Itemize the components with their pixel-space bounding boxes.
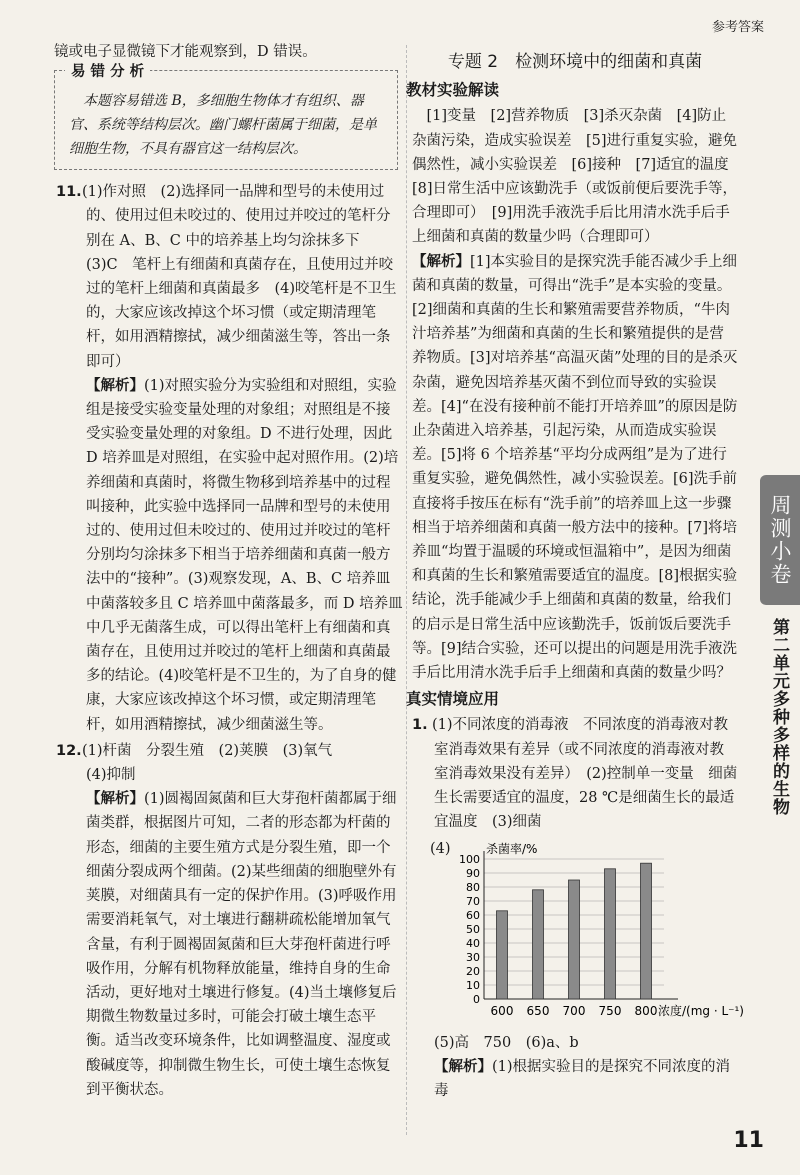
y-axis-label: 杀菌率/% [486,841,538,856]
bar-650 [533,889,544,998]
real-question-1-answer: (1)不同浓度的消毒液 不同浓度的消毒液对教室消毒效果有差异（或不同浓度的消毒液对教室消毒效果没有差异） (2)控制单一变量 细菌生长需要适宜的温度，28 ℃是细菌生长的最适宜温度 (3)细菌 [432,717,738,831]
error-analysis-box [54,64,398,170]
y-tick-label: 70 [466,894,480,908]
x-tick-label: 750 [598,1003,622,1018]
question-11-explanation: (1)对照实验分为实验组和对照组，实验组是接受实验变量处理的对象组；对照组是不接受实验变量处理的对象组。D 不进行处理，因此 D 培养皿是对照组，在实验中起对照作用。(2)培养细菌和真菌时，将微生物移到培养基中的过程叫接种，此实验中选择同一品牌和型号的未使用过的、使用过但未咬过的、使用过并咬过的笔杆分别均匀涂抹多下相当于培养细菌和真菌一般方法中的“接种”。(3)观察发现，A、B、C 培养皿中菌落较多且 C 培养皿中菌落最多，而 D 培养皿中几乎无菌落生成，可以得出笔杆上有细菌和真菌存在，且使用过并咬过的笔杆上细菌和真菌最多的结论。(4)咬笔杆是不卫生的，为了自身的健康，大家应该改掉这个坏习惯，或定期清理笔杆，如用酒精擦拭，减少细菌滋生等。 [86,377,403,733]
y-tick-label: 40 [466,936,480,950]
y-tick-label: 80 [466,880,480,894]
y-tick-label: 30 [466,950,480,964]
error-analysis-title: 易 错 分 析 [65,60,150,84]
unit-label: 第二单元 [769,618,789,690]
x-axis-label: 浓度/(mg · L⁻¹) [658,1003,744,1018]
real-question-1-explanation: (1)根据实验目的是探究不同浓度的消毒 [434,1058,731,1099]
question-11-number: 11. [56,184,82,201]
real-question-1-explanation-tag: 【解析】 [434,1058,492,1075]
x-tick-label: 700 [562,1003,586,1018]
bar-600 [497,910,508,998]
x-tick-label: 800 [634,1003,658,1018]
sterilization-chart [430,839,744,1029]
y-tick-label: 0 [473,992,480,1006]
y-tick-label: 60 [466,908,480,922]
textbook-answers: [1]变量 [2]营养物质 [3]杀灭杂菌 [4]防止杂菌污染，造成实验误差 [5]进行重复实验，避免偶然性，减小实验误差 [6]接种 [7]适宜的温度 [8]日常生活中应该勤洗手（或饭前便后要洗手等，合理即可） [9]用洗手液洗手后比用清水洗手后手上细菌和真菌的数量少吗（合理即可） [412,108,744,246]
answer-header-tag: 参考答案 [711,20,764,35]
bar-750 [605,868,616,998]
left-column [54,40,404,1102]
y-tick-label: 20 [466,964,480,978]
y-tick-label: 100 [459,852,480,866]
y-tick-label: 50 [466,922,480,936]
page-number: 11 [733,1128,764,1153]
real-question-1 [412,713,744,1103]
error-analysis-text: 本题容易错选 B，多细胞生物体才有组织、器官、系统等结构层次。幽门螺杆菌属于细菌，是单细胞生物，不具有器官这一结构层次。 [69,93,377,158]
question-12-answer-2: (4)抑制 [86,767,136,784]
real-question-1-number: 1. [412,717,428,734]
weekly-test-tab: 周测小卷 [760,475,800,605]
topic-title: 专题 2 检测环境中的细菌和真菌 [447,52,703,72]
bar-chart-svg [434,839,754,1029]
x-tick-label: 650 [526,1003,550,1018]
question-11-explanation-tag: 【解析】 [86,377,144,394]
column-divider [406,45,407,1135]
question-12-explanation-tag: 【解析】 [86,791,144,808]
question-12 [54,739,404,1102]
question-12-explanation: (1)圆褐固氮菌和巨大芽孢杆菌都属于细菌类群，根据图片可知，二者的形态都为杆菌的形态，细菌的主要生殖方式是分裂生殖，即一个细菌分裂成两个细菌。(2)某些细菌的细胞壁外有荚膜，对细菌具有一定的保护作用。(3)呼吸作用需要消耗氧气，对土壤进行翻耕疏松能增加氧气含量，有利于圆褐固氮菌和巨大芽孢杆菌进行呼吸作用，分解有机物释放能量，维持自身的生命活动，更好地对土壤进行修复。(4)当土壤修复后期微生物数量过多时，可能会打破土壤生态平衡。适当改变环境条件，比如调整温度、湿度或酸碱度等，抑制微生物生长，可使土壤生态恢复到平衡状态。 [86,791,397,1098]
question-11-answer-2: (3)C 笔杆上有细菌和真菌存在，且使用过并咬过的笔杆上细菌和真菌最多 (4)咬笔杆是不卫生的，大家应该改掉这个坏习惯（或定期清理笔杆，如用酒精擦拭，减少细菌滋生等，答出一条即可） [86,256,397,370]
x-tick-label: 600 [490,1003,514,1018]
question-11 [54,180,404,737]
chart-question-label: (4) [430,840,451,857]
real-question-1-answer-5-6: (5)高 750 (6)a、b [434,1034,579,1051]
bar-700 [569,880,580,999]
section-title-real-context: 真实情境应用 [406,690,500,709]
y-tick-label: 10 [466,978,480,992]
bar-800 [641,863,652,999]
textbook-explanation-tag: 【解析】 [412,253,470,270]
section-title-textbook-experiment: 教材实验解读 [406,81,500,100]
unit-subject-label: 多种多样的生物 [769,690,789,816]
left-continued-text: 镜或电子显微镜下才能观察到，D 错误。 [54,44,317,60]
question-12-number: 12. [56,742,82,759]
textbook-explanation: [1]本实验目的是探究洗手能否减少手上细菌和真菌的数量，可得出“洗手”是本实验的变量。[2]细菌和真菌的生长和繁殖需要营养物质，“牛肉汁培养基”为细菌和真菌的生长和繁殖提供的是营养物质。[3]对培养基“高温灭菌”处理的目的是杀灭杂菌，避免因培养基灭菌不到位而导致的实验误差。[4]“在没有接种前不能打开培养皿”的原因是防止杂菌进入培养基，引起污染，从而造成实验误差。[5]将 6 个培养基“平均分成两组”是为了进行重复实验，避免偶然性，减小实验误差。[6]洗手前直接将手按压在标有“洗手前”的培养皿上这一步骤相当于培养细菌和真菌一般方法中的接种。[7]将培养皿“均置于温暖的环境或恒温箱中”，是因为细菌和真菌的生长和繁殖需要适宜的温度。[8]根据实验结论，洗手能减少手上细菌和真菌的数量，给我们的启示是日常生活中应该勤洗手，饭前饭后要洗手等。[9]结合实验，还可以提出的问题是用洗手液洗手后比用清水洗手后手上细菌和真菌的数量少吗？ [412,253,738,682]
right-column [406,40,744,1103]
y-tick-label: 90 [466,866,480,880]
question-11-answer-1: (1)作对照 (2)选择同一品牌和型号的未使用过的、使用过但未咬过的、使用过并咬过的笔杆分别在 A、B、C 中的培养基上均匀涂抹多下 [82,184,391,249]
question-12-answer-1: (1)杆菌 分裂生殖 (2)荚膜 (3)氧气 [82,742,333,759]
